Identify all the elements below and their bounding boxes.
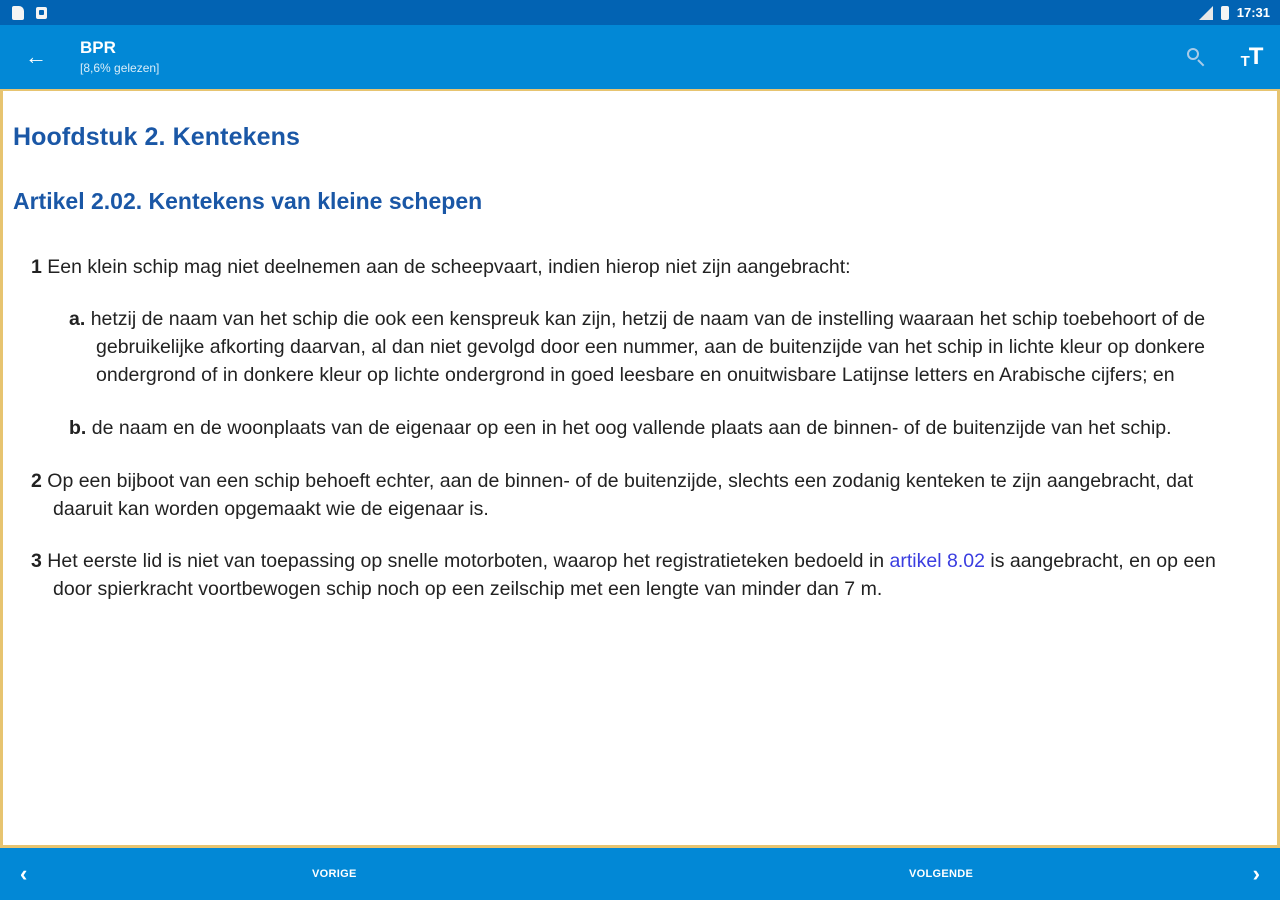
text-size-button[interactable] [1224,25,1280,89]
list-item-label: a. [69,308,86,330]
title-block [80,38,159,76]
reading-progress: [8,6% gelezen] [80,61,160,75]
paragraph-3 [13,547,1253,603]
sd-card-icon [12,6,24,20]
paragraph-text: Het eerste lid is niet van toepassing op snelle motorboten, waarop het registratieteken bedoeld in [47,550,885,572]
chevron-left-icon: ‹ [20,861,28,886]
article-link[interactable]: artikel 8.02 [889,550,985,572]
next-label: VOLGENDE [909,868,974,880]
app-bar [0,25,1280,89]
status-left-icons [12,6,47,20]
paragraph-text: Een klein schip mag niet deelnemen aan de scheepvaart, indien hierop niet zijn aangebracht: [47,256,851,278]
app-bar-actions [1168,25,1280,89]
list-item-label: b. [69,417,87,439]
paragraph-text: Op een bijboot van een schip behoeft echter, aan de binnen- of de buitenzijde, slechts een zodanig kenteken te zijn aangebracht, dat daaruit kan worden opgemaakt wie de eigenaar is. [47,470,1194,520]
search-button[interactable] [1168,25,1224,89]
battery-icon [1221,6,1229,20]
back-button[interactable] [0,25,72,89]
bottom-navigation [0,848,1280,900]
paragraph-1 [13,253,1253,281]
previous-label: VORIGE [312,868,357,880]
article-content[interactable] [0,89,1280,848]
arrow-left-icon: ← [25,44,47,69]
paragraph-number: 2 [31,470,42,492]
article-title: Artikel 2.02. Kentekens van kleine schepen [13,188,483,214]
list-item-a [13,305,1253,389]
next-button[interactable] [640,848,1280,900]
list-item-text: de naam en de woonplaats van de eigenaar op een in het oog vallende plaats aan de binnen- of de buitenzijde van het schip. [91,417,1172,439]
search-icon [1185,46,1207,68]
text-size-icon: T T [1240,43,1264,70]
paragraph-text: is aangebracht, en op een door spierkracht voortbewogen schip noch op een zeilschip met een lengte van minder dan 7 m. [53,550,1216,600]
chapter-title: Hoofdstuk 2. Kentekens [13,123,300,151]
paragraph-2 [13,467,1253,523]
status-time: 17:31 [1236,5,1270,20]
status-bar [0,0,1280,25]
chevron-right-icon: › [1252,861,1260,886]
paragraph-number: 1 [31,256,42,278]
app-title: BPR [80,38,116,57]
paragraph-number: 3 [31,550,42,572]
status-right-icons [1199,5,1270,20]
previous-button[interactable] [0,848,640,900]
list-item-text: hetzij de naam van het schip die ook een kenspreuk kan zijn, hetzij de naam van de instelling waaraan het schip toebehoort of de gebruikelijke afkorting daarvan, al dan niet gevolgd door een nummer, aan de buitenzijde van het schip in lichte kleur op donkere ondergrond of in donkere kleur op lichte ondergrond in goed leesbare en onuitwisbare Latijnse letters en Arabische cijfers; en [90,308,1206,386]
list-item-b [13,414,1253,442]
notification-icon [36,7,47,19]
signal-icon [1199,6,1213,20]
